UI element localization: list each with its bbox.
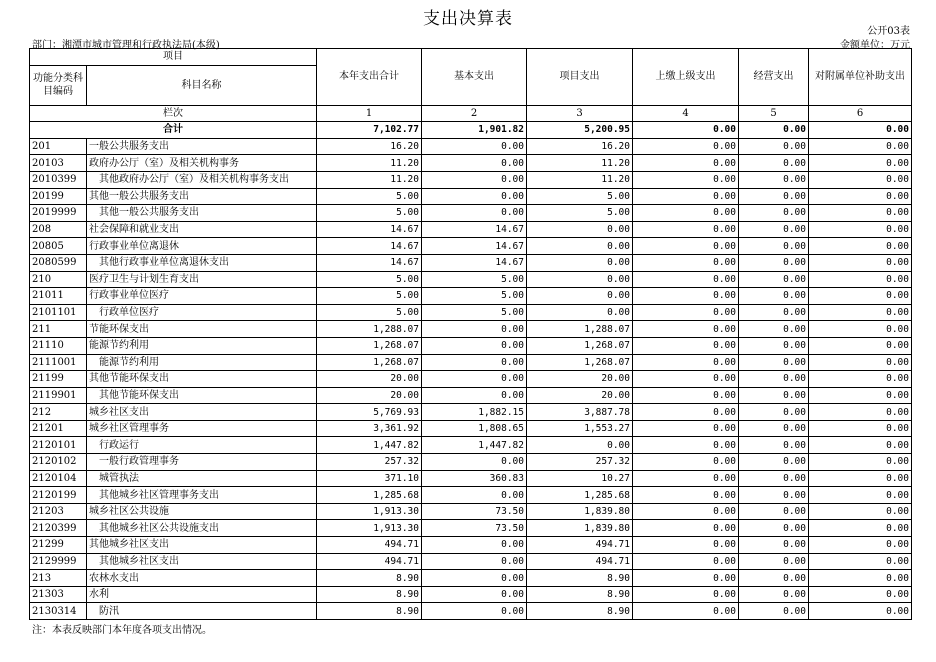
basic-expense-header: 基本支出 [422, 49, 527, 106]
subject-code: 2119901 [30, 387, 87, 404]
amount-cell: 20.00 [527, 371, 633, 388]
amount-cell: 0.00 [633, 354, 739, 371]
amount-cell: 0.00 [809, 221, 912, 238]
amount-cell: 0.00 [422, 321, 527, 338]
amount-cell: 0.00 [633, 454, 739, 471]
subject-name: 能源节约利用 [87, 337, 317, 354]
amount-cell: 0.00 [633, 553, 739, 570]
amount-cell: 0.00 [633, 537, 739, 554]
amount-cell: 14.67 [317, 254, 422, 271]
amount-cell: 1,288.07 [527, 321, 633, 338]
subject-name: 城乡社区支出 [87, 404, 317, 421]
table-row [30, 337, 912, 354]
amount-cell: 0.00 [422, 337, 527, 354]
amount-cell: 1,268.07 [317, 354, 422, 371]
subject-name: 其他节能环保支出 [87, 371, 317, 388]
table-row [30, 221, 912, 238]
column-number: 1 [317, 105, 422, 122]
amount-cell: 0.00 [809, 354, 912, 371]
amount-cell: 1,447.82 [317, 437, 422, 454]
total-value: 7,102.77 [317, 122, 422, 139]
subject-name: 医疗卫生与计划生育支出 [87, 271, 317, 288]
subject-name: 能源节约利用 [87, 354, 317, 371]
table-row [30, 271, 912, 288]
subject-code: 20805 [30, 238, 87, 255]
table-row [30, 238, 912, 255]
amount-cell: 494.71 [317, 537, 422, 554]
form-number: 公开03表 [867, 26, 910, 37]
amount-cell: 0.00 [633, 171, 739, 188]
amount-cell: 0.00 [633, 155, 739, 172]
amount-cell: 1,268.07 [527, 354, 633, 371]
amount-cell: 0.00 [527, 288, 633, 305]
subject-code: 201 [30, 138, 87, 155]
amount-cell: 360.83 [422, 470, 527, 487]
subject-code: 21299 [30, 537, 87, 554]
subject-code: 20199 [30, 188, 87, 205]
amount-cell: 0.00 [809, 254, 912, 271]
amount-cell: 257.32 [317, 454, 422, 471]
amount-cell: 3,887.78 [527, 404, 633, 421]
table-row [30, 254, 912, 271]
amount-cell: 0.00 [633, 188, 739, 205]
amount-cell: 0.00 [633, 387, 739, 404]
amount-cell: 0.00 [527, 437, 633, 454]
subject-name-header: 科目名称 [87, 65, 317, 105]
amount-cell: 0.00 [809, 387, 912, 404]
table-row [30, 470, 912, 487]
amount-cell: 0.00 [422, 537, 527, 554]
amount-cell: 14.67 [317, 221, 422, 238]
amount-cell: 0.00 [633, 321, 739, 338]
amount-cell: 5,769.93 [317, 404, 422, 421]
amount-cell: 20.00 [317, 387, 422, 404]
table-row [30, 503, 912, 520]
subject-name: 其他一般公共服务支出 [87, 205, 317, 222]
project-expense-header: 项目支出 [527, 49, 633, 106]
total-value: 0.00 [739, 122, 809, 139]
column-number: 6 [809, 105, 912, 122]
subject-code: 213 [30, 570, 87, 587]
amount-cell: 5.00 [317, 288, 422, 305]
amount-cell: 0.00 [633, 503, 739, 520]
table-row [30, 487, 912, 504]
amount-cell: 0.00 [809, 404, 912, 421]
subject-code: 208 [30, 221, 87, 238]
amount-cell: 5.00 [422, 271, 527, 288]
amount-cell: 11.20 [527, 171, 633, 188]
amount-cell: 0.00 [809, 321, 912, 338]
amount-cell: 0.00 [809, 171, 912, 188]
subject-code: 2129999 [30, 553, 87, 570]
subject-code: 2120101 [30, 437, 87, 454]
amount-cell: 0.00 [739, 487, 809, 504]
amount-cell: 0.00 [422, 205, 527, 222]
amount-cell: 16.20 [527, 138, 633, 155]
amount-cell: 8.90 [527, 603, 633, 620]
amount-cell: 0.00 [633, 520, 739, 537]
subject-name: 行政事业单位离退休 [87, 238, 317, 255]
amount-cell: 0.00 [739, 371, 809, 388]
amount-cell: 0.00 [633, 487, 739, 504]
amount-cell: 0.00 [809, 537, 912, 554]
amount-cell: 5.00 [422, 288, 527, 305]
amount-cell: 0.00 [739, 321, 809, 338]
amount-cell: 0.00 [739, 553, 809, 570]
amount-cell: 0.00 [739, 271, 809, 288]
subject-name: 农林水支出 [87, 570, 317, 587]
subject-code: 2120199 [30, 487, 87, 504]
subject-code: 20103 [30, 155, 87, 172]
amount-cell: 0.00 [422, 188, 527, 205]
amount-cell: 0.00 [422, 371, 527, 388]
amount-cell: 0.00 [739, 520, 809, 537]
amount-cell: 10.27 [527, 470, 633, 487]
subject-code: 21303 [30, 586, 87, 603]
subject-name: 水利 [87, 586, 317, 603]
amount-cell: 0.00 [809, 553, 912, 570]
amount-cell: 0.00 [739, 205, 809, 222]
amount-cell: 0.00 [739, 437, 809, 454]
amount-cell: 0.00 [739, 537, 809, 554]
amount-cell: 8.90 [317, 603, 422, 620]
subject-name: 城乡社区公共设施 [87, 503, 317, 520]
department-label: 部门：湘潭市城市管理和行政执法局(本级) [32, 40, 220, 51]
subject-name: 其他节能环保支出 [87, 387, 317, 404]
expenditure-table [29, 48, 912, 620]
table-row [30, 437, 912, 454]
amount-cell: 0.00 [633, 304, 739, 321]
amount-cell: 0.00 [739, 570, 809, 587]
amount-cell: 0.00 [633, 221, 739, 238]
upper-payment-header: 上缴上级支出 [633, 49, 739, 106]
amount-cell: 0.00 [422, 586, 527, 603]
subject-code: 2111001 [30, 354, 87, 371]
amount-cell: 0.00 [739, 404, 809, 421]
amount-cell: 0.00 [633, 570, 739, 587]
column-number: 4 [633, 105, 739, 122]
amount-cell: 1,268.07 [317, 337, 422, 354]
amount-cell: 14.67 [317, 238, 422, 255]
subject-name: 行政事业单位医疗 [87, 288, 317, 305]
amount-cell: 257.32 [527, 454, 633, 471]
table-row [30, 404, 912, 421]
amount-cell: 1,447.82 [422, 437, 527, 454]
amount-cell: 0.00 [809, 205, 912, 222]
amount-cell: 3,361.92 [317, 420, 422, 437]
column-number: 3 [527, 105, 633, 122]
subject-code: 2120399 [30, 520, 87, 537]
amount-cell: 0.00 [739, 304, 809, 321]
table-row [30, 354, 912, 371]
amount-cell: 1,285.68 [317, 487, 422, 504]
amount-cell: 73.50 [422, 503, 527, 520]
amount-cell: 0.00 [739, 171, 809, 188]
amount-cell: 1,839.80 [527, 520, 633, 537]
amount-cell: 0.00 [422, 454, 527, 471]
table-row [30, 520, 912, 537]
amount-cell: 0.00 [422, 138, 527, 155]
amount-cell: 0.00 [809, 288, 912, 305]
subject-name: 行政单位医疗 [87, 304, 317, 321]
subject-name: 一般行政管理事务 [87, 454, 317, 471]
amount-cell: 1,808.65 [422, 420, 527, 437]
subject-name: 其他城乡社区支出 [87, 537, 317, 554]
amount-cell: 5.00 [317, 304, 422, 321]
amount-cell: 0.00 [809, 586, 912, 603]
subject-code: 212 [30, 404, 87, 421]
table-row [30, 553, 912, 570]
amount-cell: 0.00 [422, 603, 527, 620]
amount-unit-label: 金额单位：万元 [840, 40, 910, 51]
amount-cell: 8.90 [527, 570, 633, 587]
amount-cell: 1,839.80 [527, 503, 633, 520]
amount-cell: 0.00 [809, 138, 912, 155]
amount-cell: 16.20 [317, 138, 422, 155]
amount-cell: 5.00 [527, 188, 633, 205]
amount-cell: 0.00 [633, 470, 739, 487]
amount-cell: 0.00 [809, 304, 912, 321]
amount-cell: 73.50 [422, 520, 527, 537]
table-row [30, 420, 912, 437]
amount-cell: 371.10 [317, 470, 422, 487]
subject-code: 211 [30, 321, 87, 338]
amount-cell: 5.00 [317, 205, 422, 222]
amount-cell: 0.00 [739, 454, 809, 471]
footnote: 注：本表反映部门本年度各项支出情况。 [32, 625, 212, 636]
amount-cell: 14.67 [422, 221, 527, 238]
amount-cell: 14.67 [422, 238, 527, 255]
amount-cell: 5.00 [422, 304, 527, 321]
subject-code: 2130314 [30, 603, 87, 620]
amount-cell: 0.00 [527, 238, 633, 255]
subject-code: 21199 [30, 371, 87, 388]
table-row [30, 205, 912, 222]
amount-cell: 20.00 [527, 387, 633, 404]
total-expense-header: 本年支出合计 [317, 49, 422, 106]
amount-cell: 0.00 [739, 188, 809, 205]
amount-cell: 0.00 [809, 238, 912, 255]
amount-cell: 11.20 [317, 171, 422, 188]
table-row [30, 537, 912, 554]
amount-cell: 0.00 [739, 586, 809, 603]
amount-cell: 0.00 [809, 155, 912, 172]
subject-code: 2080599 [30, 254, 87, 271]
amount-cell: 0.00 [422, 354, 527, 371]
subject-code: 21203 [30, 503, 87, 520]
subject-code: 21201 [30, 420, 87, 437]
amount-cell: 1,913.30 [317, 520, 422, 537]
subject-name: 防汛 [87, 603, 317, 620]
amount-cell: 0.00 [633, 586, 739, 603]
amount-cell: 0.00 [422, 553, 527, 570]
subject-name: 行政运行 [87, 437, 317, 454]
amount-cell: 0.00 [633, 288, 739, 305]
subject-name: 其他城乡社区支出 [87, 553, 317, 570]
amount-cell: 494.71 [527, 553, 633, 570]
amount-cell: 0.00 [422, 570, 527, 587]
amount-cell: 0.00 [633, 138, 739, 155]
amount-cell: 0.00 [633, 238, 739, 255]
amount-cell: 0.00 [527, 221, 633, 238]
amount-cell: 0.00 [422, 171, 527, 188]
amount-cell: 0.00 [739, 354, 809, 371]
subject-name: 其他行政事业单位离退休支出 [87, 254, 317, 271]
function-code-header: 功能分类科目编码 [30, 65, 87, 105]
amount-cell: 0.00 [809, 503, 912, 520]
amount-cell: 0.00 [809, 487, 912, 504]
subject-name: 政府办公厅（室）及相关机构事务 [87, 155, 317, 172]
total-value: 0.00 [809, 122, 912, 139]
amount-cell: 0.00 [422, 387, 527, 404]
amount-cell: 1,882.15 [422, 404, 527, 421]
table-row [30, 288, 912, 305]
amount-cell: 0.00 [422, 487, 527, 504]
table-row [30, 387, 912, 404]
subject-code: 2120104 [30, 470, 87, 487]
amount-cell: 0.00 [739, 155, 809, 172]
subject-name: 其他一般公共服务支出 [87, 188, 317, 205]
total-value: 0.00 [633, 122, 739, 139]
amount-cell: 0.00 [809, 271, 912, 288]
amount-cell: 0.00 [809, 420, 912, 437]
subject-name: 其他政府办公厅（室）及相关机构事务支出 [87, 171, 317, 188]
amount-cell: 0.00 [633, 420, 739, 437]
amount-cell: 0.00 [809, 520, 912, 537]
subsidy-expense-header: 对附属单位补助支出 [809, 49, 912, 106]
table-row [30, 586, 912, 603]
amount-cell: 11.20 [317, 155, 422, 172]
amount-cell: 0.00 [422, 155, 527, 172]
table-row [30, 155, 912, 172]
amount-cell: 14.67 [422, 254, 527, 271]
subject-name: 其他城乡社区管理事务支出 [87, 487, 317, 504]
amount-cell: 0.00 [739, 387, 809, 404]
business-expense-header: 经营支出 [739, 49, 809, 106]
amount-cell: 11.20 [527, 155, 633, 172]
amount-cell: 0.00 [527, 254, 633, 271]
amount-cell: 1,285.68 [527, 487, 633, 504]
amount-cell: 0.00 [809, 437, 912, 454]
amount-cell: 0.00 [739, 337, 809, 354]
amount-cell: 0.00 [633, 271, 739, 288]
subject-name: 城管执法 [87, 470, 317, 487]
amount-cell: 8.90 [527, 586, 633, 603]
amount-cell: 1,288.07 [317, 321, 422, 338]
table-row [30, 188, 912, 205]
amount-cell: 0.00 [809, 570, 912, 587]
amount-cell: 0.00 [739, 138, 809, 155]
report-title: 支出决算表 [423, 9, 513, 29]
amount-cell: 0.00 [633, 603, 739, 620]
amount-cell: 1,553.27 [527, 420, 633, 437]
subject-code: 21011 [30, 288, 87, 305]
item-header: 项目 [30, 49, 317, 66]
column-number: 2 [422, 105, 527, 122]
subject-code: 210 [30, 271, 87, 288]
subject-code: 21110 [30, 337, 87, 354]
amount-cell: 1,913.30 [317, 503, 422, 520]
subject-name: 节能环保支出 [87, 321, 317, 338]
table-row [30, 603, 912, 620]
table-row [30, 304, 912, 321]
amount-cell: 0.00 [809, 337, 912, 354]
subject-code: 2019999 [30, 205, 87, 222]
column-number: 5 [739, 105, 809, 122]
amount-cell: 0.00 [739, 603, 809, 620]
amount-cell: 1,268.07 [527, 337, 633, 354]
subject-name: 社会保障和就业支出 [87, 221, 317, 238]
amount-cell: 494.71 [317, 553, 422, 570]
amount-cell: 0.00 [809, 371, 912, 388]
amount-cell: 0.00 [527, 271, 633, 288]
amount-cell: 8.90 [317, 586, 422, 603]
amount-cell: 0.00 [809, 188, 912, 205]
amount-cell: 0.00 [633, 254, 739, 271]
total-value: 5,200.95 [527, 122, 633, 139]
subject-code: 2101101 [30, 304, 87, 321]
amount-cell: 0.00 [739, 420, 809, 437]
amount-cell: 5.00 [527, 205, 633, 222]
subject-name: 一般公共服务支出 [87, 138, 317, 155]
amount-cell: 0.00 [809, 454, 912, 471]
table-row [30, 371, 912, 388]
subject-code: 2010399 [30, 171, 87, 188]
subject-name: 城乡社区管理事务 [87, 420, 317, 437]
amount-cell: 0.00 [527, 304, 633, 321]
column-number-label: 栏次 [30, 105, 317, 122]
amount-cell: 0.00 [739, 470, 809, 487]
amount-cell: 494.71 [527, 537, 633, 554]
amount-cell: 0.00 [739, 221, 809, 238]
amount-cell: 5.00 [317, 271, 422, 288]
table-row [30, 138, 912, 155]
total-row-label: 合计 [30, 122, 317, 139]
amount-cell: 0.00 [739, 503, 809, 520]
subject-name: 其他城乡社区公共设施支出 [87, 520, 317, 537]
amount-cell: 0.00 [633, 337, 739, 354]
subject-code: 2120102 [30, 454, 87, 471]
table-row [30, 454, 912, 471]
amount-cell: 0.00 [739, 288, 809, 305]
amount-cell: 0.00 [633, 371, 739, 388]
amount-cell: 0.00 [739, 238, 809, 255]
table-row [30, 321, 912, 338]
amount-cell: 5.00 [317, 188, 422, 205]
table-row [30, 171, 912, 188]
total-value: 1,901.82 [422, 122, 527, 139]
amount-cell: 0.00 [633, 205, 739, 222]
amount-cell: 0.00 [739, 254, 809, 271]
amount-cell: 20.00 [317, 371, 422, 388]
table-row [30, 570, 912, 587]
amount-cell: 0.00 [633, 404, 739, 421]
amount-cell: 0.00 [809, 470, 912, 487]
amount-cell: 0.00 [809, 603, 912, 620]
amount-cell: 0.00 [633, 437, 739, 454]
amount-cell: 8.90 [317, 570, 422, 587]
